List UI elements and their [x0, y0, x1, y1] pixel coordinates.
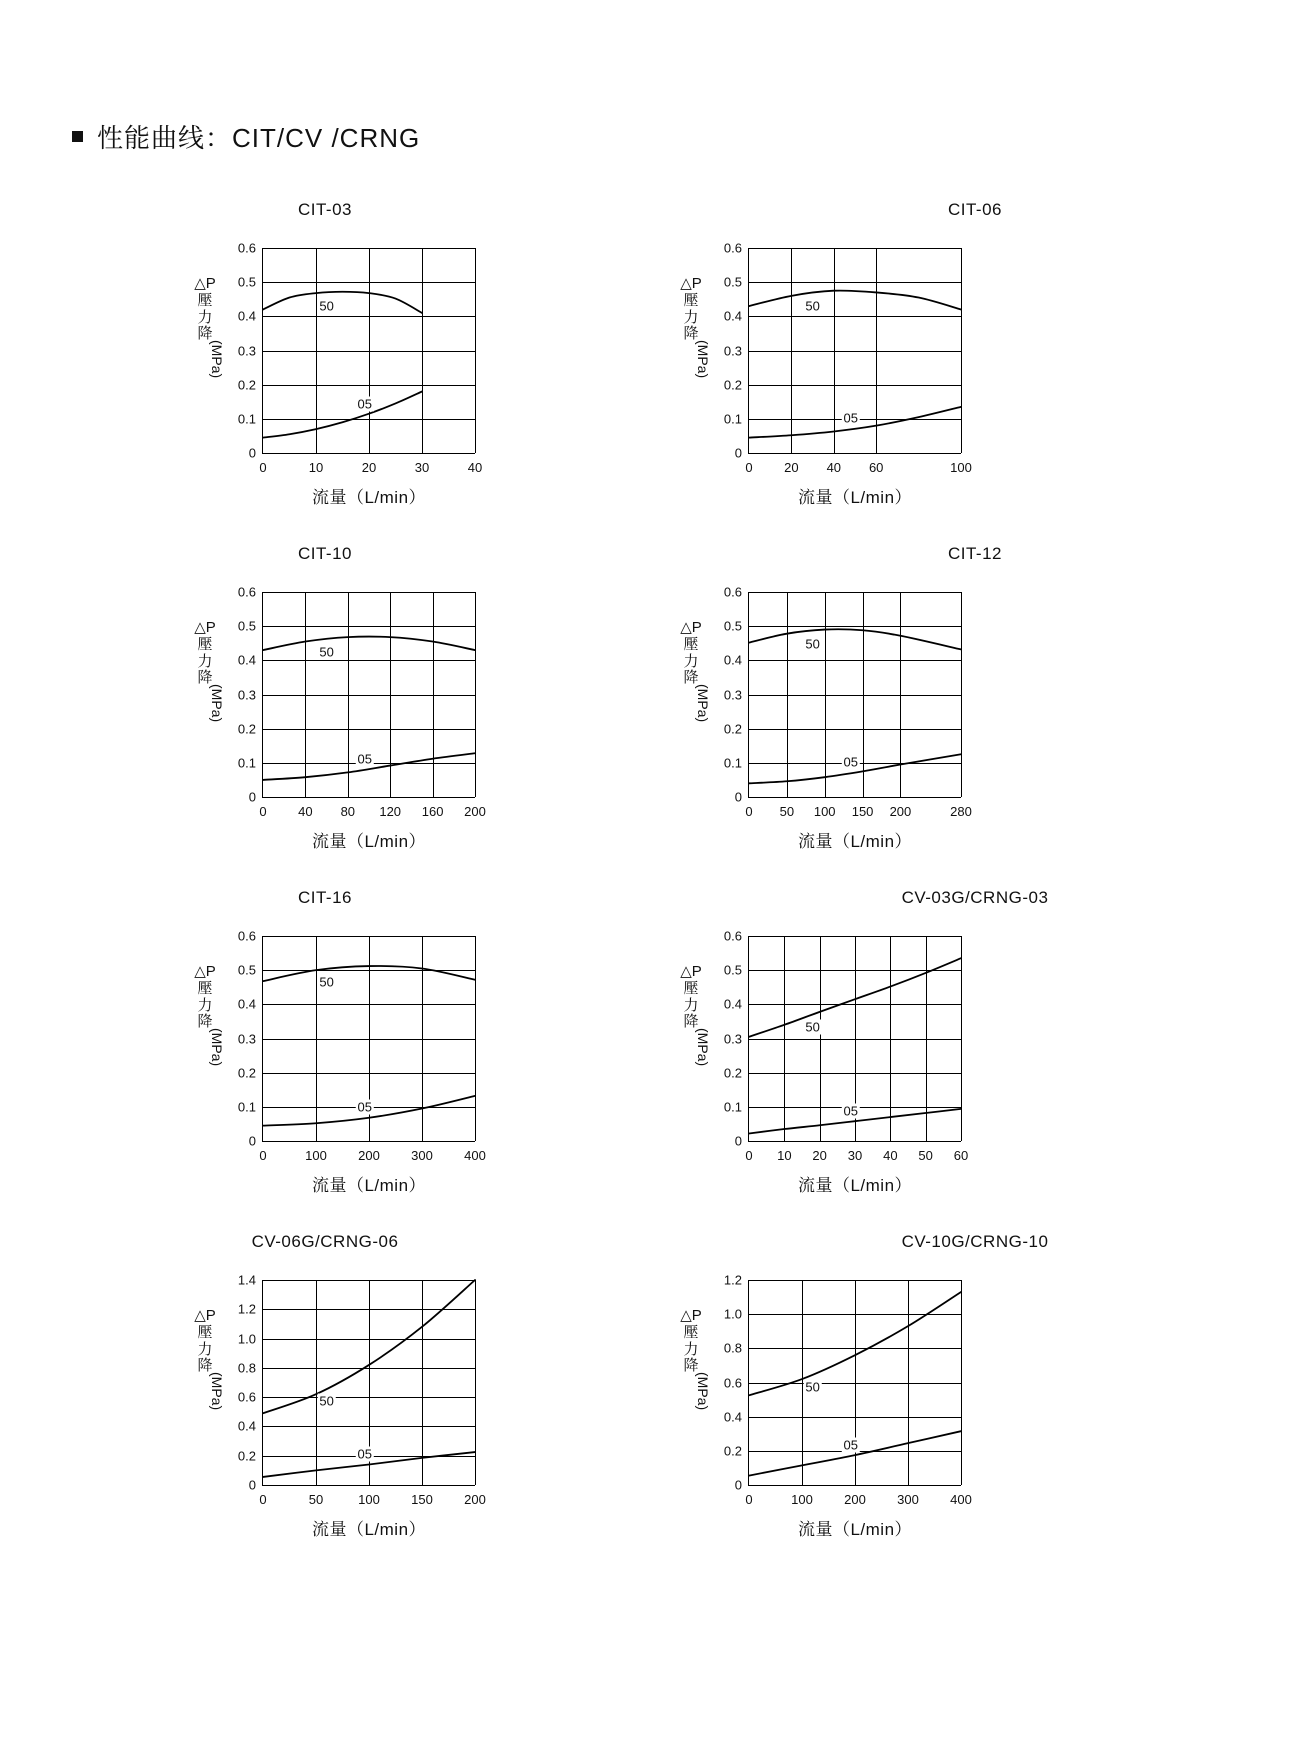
x-axis-tick-label: 280 [950, 804, 972, 819]
y-axis-label [676, 1308, 706, 1375]
y-axis-tick-label: 0.1 [237, 755, 256, 771]
x-axis-tick-label: 50 [779, 804, 795, 819]
y-axis-label [676, 276, 706, 343]
y-axis-unit-label: (MPa) [209, 1028, 225, 1067]
chart-title: CV-06G/CRNG-06 [251, 1232, 399, 1251]
axis-frame-right [961, 936, 962, 1141]
x-axis-tick-label: 40 [826, 460, 842, 475]
y-axis-tick-label: 0 [734, 789, 742, 805]
chart-plot-area [650, 914, 1300, 1214]
x-axis-tick-label: 100 [358, 1492, 380, 1507]
curve-series-05 [263, 392, 422, 438]
axis-frame-right [475, 248, 476, 453]
y-axis-label-cn2: 力 [683, 308, 699, 326]
y-axis-label [190, 1308, 220, 1375]
curve-series-50 [749, 1292, 961, 1395]
axis-frame-right [475, 1280, 476, 1485]
x-axis-tick-label: 200 [358, 1148, 380, 1163]
x-axis-label: 流量（L/min） [797, 488, 913, 507]
x-axis-tick-label: 150 [411, 1492, 433, 1507]
y-axis-label-dp: △P [680, 1307, 702, 1324]
x-axis-tick-label: 300 [897, 1492, 919, 1507]
curve-layer [749, 1280, 961, 1485]
chart-plot-area [0, 1258, 650, 1558]
x-axis-tick-label: 0 [745, 460, 753, 475]
curve-series-50 [263, 292, 422, 313]
x-axis-tick-label: 100 [950, 460, 972, 475]
y-axis-label-cn1: 壓 [683, 291, 699, 309]
axis-frame-right [961, 248, 962, 453]
y-axis-label [190, 964, 220, 1031]
x-axis-tick-label: 160 [421, 804, 444, 819]
y-axis-tick-label: 0 [248, 1477, 256, 1493]
y-axis-label-dp: △P [194, 963, 216, 980]
chart-title: CIT-12 [947, 544, 1003, 563]
y-axis-tick-label: 0.1 [723, 755, 742, 771]
y-axis-tick-label: 0.2 [237, 721, 256, 737]
x-axis-tick-label: 60 [953, 1148, 969, 1163]
x-axis-tick-label: 40 [883, 1148, 898, 1163]
y-axis-tick-label: 0.2 [237, 377, 256, 393]
y-axis-tick-label: 0 [734, 1133, 742, 1149]
y-axis-label [190, 276, 220, 343]
axes [237, 584, 486, 851]
curve-series-50 [749, 291, 961, 310]
y-axis-tick-label: 0.5 [723, 274, 742, 290]
x-axis-tick-label: 200 [464, 804, 486, 819]
chart-title: CIT-06 [947, 200, 1003, 219]
x-axis-tick-label: 80 [340, 804, 356, 819]
y-axis-tick-label: 0.1 [237, 1099, 256, 1115]
y-axis-label [190, 620, 220, 687]
y-axis-tick-label: 0.6 [237, 584, 256, 600]
y-axis-label [676, 620, 706, 687]
x-axis-tick-label: 0 [259, 1148, 267, 1163]
chart-plot-area [0, 226, 650, 526]
chart-cit-10 [0, 532, 650, 876]
y-axis-tick-label: 0.3 [723, 687, 742, 702]
x-axis-tick-label: 10 [777, 1148, 792, 1163]
y-axis-unit-label: (MPa) [695, 684, 711, 723]
y-axis-tick-label: 0.2 [723, 721, 742, 737]
chart-title: CV-03G/CRNG-03 [901, 888, 1049, 907]
y-axis-label-cn3: 降 [683, 325, 699, 343]
axes [237, 240, 483, 507]
y-axis-tick-label: 0.6 [723, 1375, 742, 1390]
page-heading [72, 118, 420, 155]
x-axis-tick-label: 10 [308, 460, 324, 475]
y-axis-tick-label: 0.3 [237, 1031, 256, 1046]
y-axis-tick-label: 0.4 [723, 1409, 742, 1425]
y-axis-label-dp: △P [194, 1307, 216, 1324]
y-axis-tick-label: 0.4 [237, 652, 256, 668]
y-axis-tick-label: 0.6 [237, 928, 256, 944]
curve-series-50 [263, 1280, 475, 1413]
y-axis-tick-label: 1.2 [723, 1272, 742, 1288]
y-axis-label-dp: △P [194, 275, 216, 292]
y-axis-tick-label: 0 [248, 445, 256, 461]
series-label: 50 [319, 1393, 334, 1409]
y-axis-label-cn3: 降 [683, 669, 699, 687]
y-axis-label-cn1: 壓 [197, 979, 213, 997]
axis-frame-right [961, 592, 962, 797]
chart-title: CV-10G/CRNG-10 [901, 1232, 1049, 1251]
y-axis-tick-label: 0.2 [723, 1443, 742, 1459]
y-axis-label-dp: △P [680, 963, 702, 980]
x-axis-tick-label: 200 [889, 804, 912, 819]
y-axis-tick-label: 0.1 [237, 411, 256, 427]
chart-cv-06g-crng-06 [0, 1220, 650, 1564]
y-axis-tick-label: 0 [734, 1477, 742, 1493]
y-axis-tick-label: 1.0 [723, 1306, 742, 1322]
y-axis-tick-label: 0.3 [723, 343, 742, 358]
chart-title: CIT-16 [297, 888, 353, 907]
y-axis-tick-label: 0.2 [723, 1065, 742, 1081]
y-axis-tick-label: 0.8 [237, 1360, 256, 1376]
y-axis-tick-label: 1.4 [237, 1272, 256, 1288]
axes [237, 928, 486, 1195]
chart-plot-area [650, 226, 1300, 526]
chart-title: CIT-10 [297, 544, 353, 563]
x-axis-tick-label: 40 [298, 804, 313, 819]
y-axis-label-cn2: 力 [197, 308, 213, 326]
x-axis-tick-label: 50 [308, 1492, 324, 1507]
y-axis-label-cn1: 壓 [197, 291, 213, 309]
y-axis-tick-label: 0.6 [723, 584, 742, 600]
y-axis-label-cn2: 力 [683, 1340, 699, 1358]
x-axis-tick-label: 200 [464, 1492, 486, 1507]
series-label: 05 [843, 1103, 858, 1119]
axis-frame-right [961, 1280, 962, 1485]
y-axis-tick-label: 0.6 [237, 240, 256, 256]
series-label: 05 [843, 410, 858, 426]
series-label: 50 [805, 636, 820, 652]
x-axis-tick-label: 0 [745, 804, 753, 819]
y-axis-tick-label: 0.5 [723, 962, 742, 978]
curve-layer [263, 248, 475, 453]
y-axis-tick-label: 0.5 [723, 618, 742, 634]
chart-plot-area [0, 570, 650, 870]
y-axis-tick-label: 0 [734, 445, 742, 461]
chart-cv-10g-crng-10 [650, 1220, 1300, 1564]
chart-title: CIT-03 [297, 200, 353, 219]
y-axis-label-cn2: 力 [683, 996, 699, 1014]
chart-plot-area [650, 570, 1300, 870]
axes [723, 1272, 972, 1539]
y-axis-label-cn2: 力 [197, 1340, 213, 1358]
x-axis-tick-label: 20 [784, 460, 799, 475]
axes [723, 240, 972, 507]
y-axis-unit-label: (MPa) [695, 1028, 711, 1067]
y-axis-tick-label: 0.8 [723, 1340, 742, 1356]
y-axis-tick-label: 0.3 [723, 1031, 742, 1046]
y-axis-label-cn1: 壓 [683, 1323, 699, 1341]
x-axis-tick-label: 100 [305, 1148, 327, 1163]
y-axis-tick-label: 0.3 [237, 687, 256, 702]
y-axis-label-cn2: 力 [683, 652, 699, 670]
chart-cit-16 [0, 876, 650, 1220]
y-axis-label-cn1: 壓 [197, 635, 213, 653]
x-axis-tick-label: 400 [950, 1492, 972, 1507]
axes [723, 584, 972, 851]
x-axis-label: 流量（L/min） [311, 832, 427, 851]
y-axis-label-dp: △P [680, 619, 702, 636]
series-label: 50 [319, 644, 334, 660]
y-axis-label-cn3: 降 [683, 1013, 699, 1031]
y-axis-tick-label: 0.5 [237, 962, 256, 978]
x-axis-tick-label: 400 [464, 1148, 486, 1163]
x-axis-tick-label: 30 [847, 1148, 863, 1163]
curve-series-50 [263, 966, 475, 981]
y-axis-tick-label: 0.4 [237, 1418, 256, 1434]
y-axis-unit-label: (MPa) [209, 684, 225, 723]
chart-cv-03g-crng-03 [650, 876, 1300, 1220]
x-axis-tick-label: 0 [745, 1148, 753, 1163]
y-axis-tick-label: 0.1 [723, 1099, 742, 1115]
y-axis-label-cn2: 力 [197, 996, 213, 1014]
axes [237, 1272, 486, 1539]
y-axis-label-cn3: 降 [197, 1357, 213, 1375]
axis-frame-right [475, 592, 476, 797]
y-axis-tick-label: 0.4 [723, 652, 742, 668]
x-axis-tick-label: 50 [918, 1148, 933, 1163]
y-axis-tick-label: 0.2 [237, 1448, 256, 1464]
x-axis-tick-label: 120 [379, 804, 402, 819]
y-axis-tick-label: 0.6 [237, 1389, 256, 1405]
y-axis-tick-label: 0.3 [237, 343, 256, 358]
y-axis-label-cn3: 降 [197, 325, 213, 343]
x-axis-tick-label: 200 [844, 1492, 866, 1507]
x-axis-tick-label: 150 [851, 804, 874, 819]
series-label: 05 [357, 1446, 372, 1462]
x-axis-tick-label: 0 [259, 804, 267, 819]
series-label: 05 [357, 751, 372, 767]
y-axis-tick-label: 1.0 [237, 1331, 256, 1347]
y-axis-tick-label: 0.4 [723, 996, 742, 1012]
square-bullet-icon [72, 131, 83, 142]
y-axis-tick-label: 0.5 [237, 274, 256, 290]
y-axis-tick-label: 0.6 [723, 928, 742, 944]
x-axis-label: 流量（L/min） [311, 1520, 427, 1539]
curve-series-50 [749, 958, 961, 1037]
chart-cit-03 [0, 188, 650, 532]
series-label: 50 [319, 974, 334, 990]
series-label: 50 [805, 298, 820, 314]
y-axis-tick-label: 0.1 [723, 411, 742, 427]
curve-series-50 [263, 637, 475, 651]
y-axis-tick-label: 0.2 [723, 377, 742, 393]
chart-cit-12 [650, 532, 1300, 876]
chart-plot-area [650, 1258, 1300, 1558]
y-axis-label-cn3: 降 [683, 1357, 699, 1375]
chart-cit-06 [650, 188, 1300, 532]
y-axis-label-cn1: 壓 [683, 635, 699, 653]
x-axis-tick-label: 30 [414, 460, 430, 475]
series-label: 50 [805, 1379, 820, 1395]
page-title: 性能曲线：CIT/CV /CRNG [97, 123, 421, 153]
y-axis-label-dp: △P [194, 619, 216, 636]
y-axis-tick-label: 1.2 [237, 1301, 256, 1317]
curve-series-50 [749, 629, 961, 652]
series-label: 05 [843, 754, 858, 770]
y-axis-label-cn1: 壓 [683, 979, 699, 997]
y-axis-label-cn3: 降 [197, 669, 213, 687]
y-axis-tick-label: 0.4 [237, 996, 256, 1012]
x-axis-label: 流量（L/min） [797, 832, 913, 851]
x-axis-tick-label: 0 [259, 460, 267, 475]
y-axis-unit-label: (MPa) [695, 1372, 711, 1411]
series-label: 05 [843, 1437, 858, 1453]
y-axis-tick-label: 0.2 [237, 1065, 256, 1081]
series-label: 05 [357, 1099, 372, 1115]
y-axis-label [676, 964, 706, 1031]
x-axis-tick-label: 100 [813, 804, 836, 819]
x-axis-tick-label: 300 [411, 1148, 433, 1163]
x-axis-tick-label: 0 [259, 1492, 267, 1507]
y-axis-label-cn1: 壓 [197, 1323, 213, 1341]
x-axis-label: 流量（L/min） [797, 1176, 913, 1195]
chart-plot-area [0, 914, 650, 1214]
y-axis-tick-label: 0 [248, 789, 256, 805]
series-label: 50 [805, 1019, 820, 1035]
y-axis-tick-label: 0.6 [723, 240, 742, 256]
y-axis-tick-label: 0.4 [237, 308, 256, 324]
y-axis-tick-label: 0 [248, 1133, 256, 1149]
x-axis-label: 流量（L/min） [797, 1520, 913, 1539]
x-axis-tick-label: 20 [361, 460, 377, 475]
series-label: 05 [357, 396, 372, 412]
y-axis-unit-label: (MPa) [695, 340, 711, 379]
y-axis-tick-label: 0.5 [237, 618, 256, 634]
y-axis-unit-label: (MPa) [209, 1372, 225, 1411]
y-axis-unit-label: (MPa) [209, 340, 225, 379]
y-axis-label-cn3: 降 [197, 1013, 213, 1031]
y-axis-label-cn2: 力 [197, 652, 213, 670]
x-axis-tick-label: 0 [745, 1492, 753, 1507]
y-axis-tick-label: 0.4 [723, 308, 742, 324]
axis-frame-right [475, 936, 476, 1141]
x-axis-tick-label: 40 [467, 460, 483, 475]
x-axis-tick-label: 20 [812, 1148, 827, 1163]
curve-layer [263, 592, 475, 797]
x-axis-tick-label: 60 [868, 460, 884, 475]
x-axis-label: 流量（L/min） [311, 488, 427, 507]
y-axis-label-dp: △P [680, 275, 702, 292]
axes [723, 928, 969, 1195]
x-axis-label: 流量（L/min） [311, 1176, 427, 1195]
charts-grid [0, 188, 1300, 1564]
x-axis-tick-label: 100 [791, 1492, 813, 1507]
series-label: 50 [319, 298, 334, 314]
